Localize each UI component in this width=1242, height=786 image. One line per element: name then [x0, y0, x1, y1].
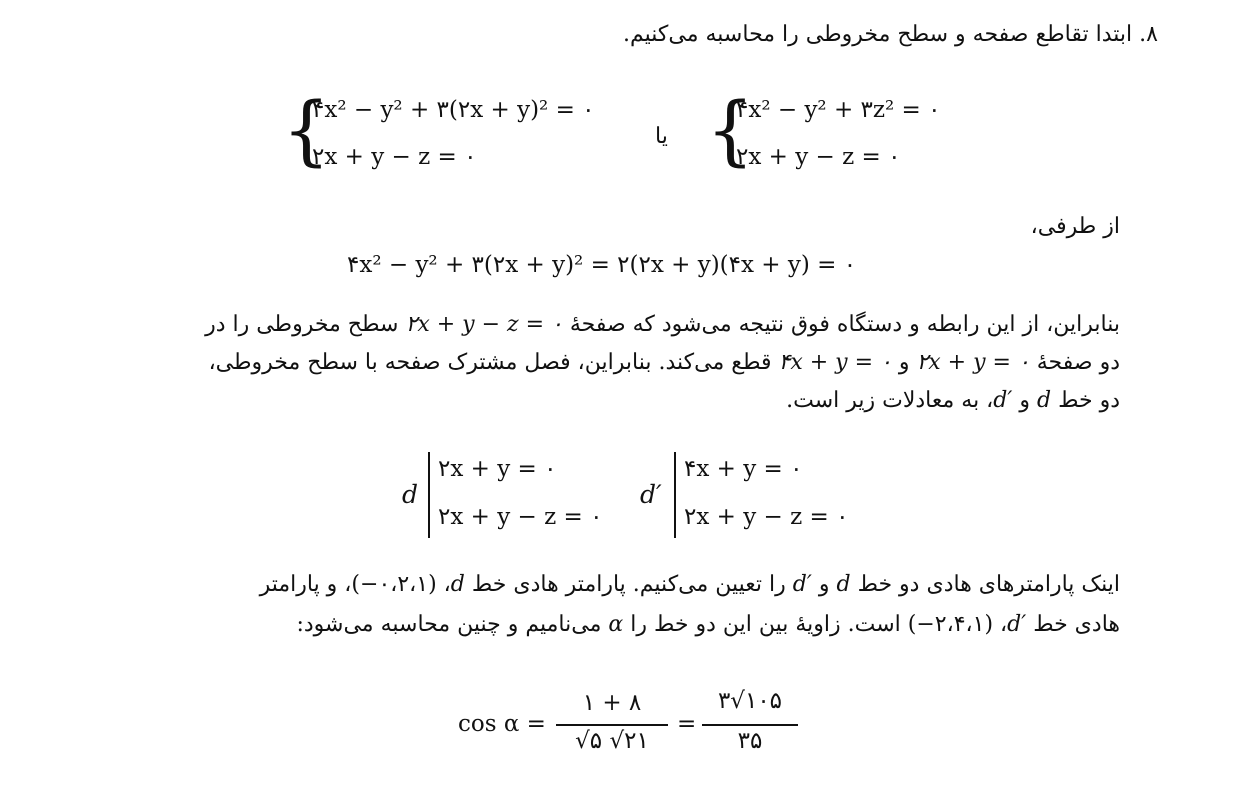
cos-fraction2-bar [702, 724, 798, 726]
left-system-eq2: ۲x + y − z = ۰ [312, 144, 477, 170]
line-dprime-bar [674, 452, 676, 538]
text-run: سطح مخروطی را در [205, 312, 399, 337]
left-system-brace: { [282, 85, 331, 174]
paragraph-az-tarafi: از طرفی، [1030, 214, 1120, 239]
line-d-label: d [402, 480, 419, 509]
cos-fraction1-bar [556, 724, 668, 726]
inline-math-plane1: ۲x + y = ۰ [916, 350, 1030, 375]
inline-math-alpha: α [608, 612, 624, 637]
line-dprime-label: d′ [640, 480, 662, 509]
right-system-eq2: ۲x + y − z = ۰ [736, 144, 901, 170]
cos-fraction2-denominator: ۳۵ [737, 728, 763, 754]
problem-number: ۸. [1139, 22, 1158, 47]
inline-math-dprime: d′ [1007, 612, 1027, 637]
left-system-eq1: ۴x² − y² + ۳(۲x + y)² = ۰ [312, 97, 595, 123]
paragraph-conclusion-line1 [205, 312, 1120, 338]
direction-vector-d: (۰،۲،۱−) [351, 572, 437, 597]
paragraph-direction-line2: هادی خط d′، (۲،۴،۱−) است. زاویهٔ بین این دو خط را α می‌نامیم و چنین محاسبه می‌شود: [296, 612, 1120, 637]
line-d-eq2: ۲x + y − z = ۰ [438, 504, 603, 530]
cos-alpha-lhs: cos α = [458, 711, 546, 737]
text-run: و [818, 572, 830, 597]
text-run: اینک پارامترهای هادی دو خط [857, 572, 1120, 597]
text-run: می‌نامیم و چنین محاسبه می‌شود: [296, 612, 602, 637]
inline-math-plane: ۲x + y − z = ۰ [405, 312, 563, 337]
text-run: ، به معادلات زیر است. [786, 388, 994, 413]
paragraph-conclusion-line3 [786, 388, 1120, 414]
paragraph-direction-line1: اینک پارامترهای هادی دو خط d و d′ را تعیین می‌کنیم. پارامتر هادی خط d، (۰،۲،۱−)، و پارامتر [259, 572, 1120, 597]
line-d-bar [428, 452, 430, 538]
line-d-eq1: ۲x + y = ۰ [438, 456, 557, 482]
text-run: دو خط [1058, 388, 1120, 413]
system-connector-ya: یا [655, 124, 668, 149]
cos-fraction2-numerator: ۳√۱۰۵ [717, 688, 783, 714]
text-run: و [1019, 388, 1030, 413]
text-run: دو صفحهٔ [1036, 350, 1120, 375]
direction-vector-dprime: (۲،۴،۱−) [907, 612, 994, 637]
text-run: قطع می‌کند. بنابراین، فصل مشترک صفحه با سطح مخروطی، [208, 350, 772, 375]
right-system-brace: { [706, 85, 755, 174]
problem-intro-text: ابتدا تقاطع صفحه و سطح مخروطی را محاسبه می‌کنیم. [623, 22, 1133, 47]
text-run: هادی خط [1033, 612, 1120, 637]
text-run: ، و پارامتر [259, 572, 352, 597]
cos-equals: = [677, 711, 697, 737]
inline-math-d: d [450, 572, 465, 597]
inline-math-d: d [836, 572, 851, 597]
problem-heading [623, 22, 1158, 48]
text-run: را تعیین می‌کنیم. پارامتر هادی خط [471, 572, 786, 597]
text-run: است. زاویهٔ بین این دو خط را [630, 612, 901, 637]
line-dprime-eq1: ۴x + y = ۰ [684, 456, 803, 482]
text-run: بنابراین، از این رابطه و دستگاه فوق نتیجه می‌شود که صفحهٔ [569, 312, 1120, 337]
inline-math-plane2: ۴x + y = ۰ [778, 350, 892, 375]
cos-fraction1-denominator: √۵ √۲۱ [575, 728, 649, 754]
paragraph-conclusion-line2 [209, 350, 1120, 376]
line-dprime-eq2: ۲x + y − z = ۰ [684, 504, 849, 530]
factored-equation: ۴x² − y² + ۳(۲x + y)² = ۲(۲x + y)(۴x + y) = ۰ [347, 252, 857, 278]
text-run: و [898, 350, 910, 375]
inline-math-d: d [1037, 388, 1052, 413]
cos-fraction1-numerator: ۱ + ۸ [582, 690, 642, 716]
inline-math-dprime: d′ [792, 572, 812, 597]
right-system-eq1: ۴x² − y² + ۳z² = ۰ [736, 97, 941, 123]
inline-math-dprime: d′ [993, 388, 1013, 413]
